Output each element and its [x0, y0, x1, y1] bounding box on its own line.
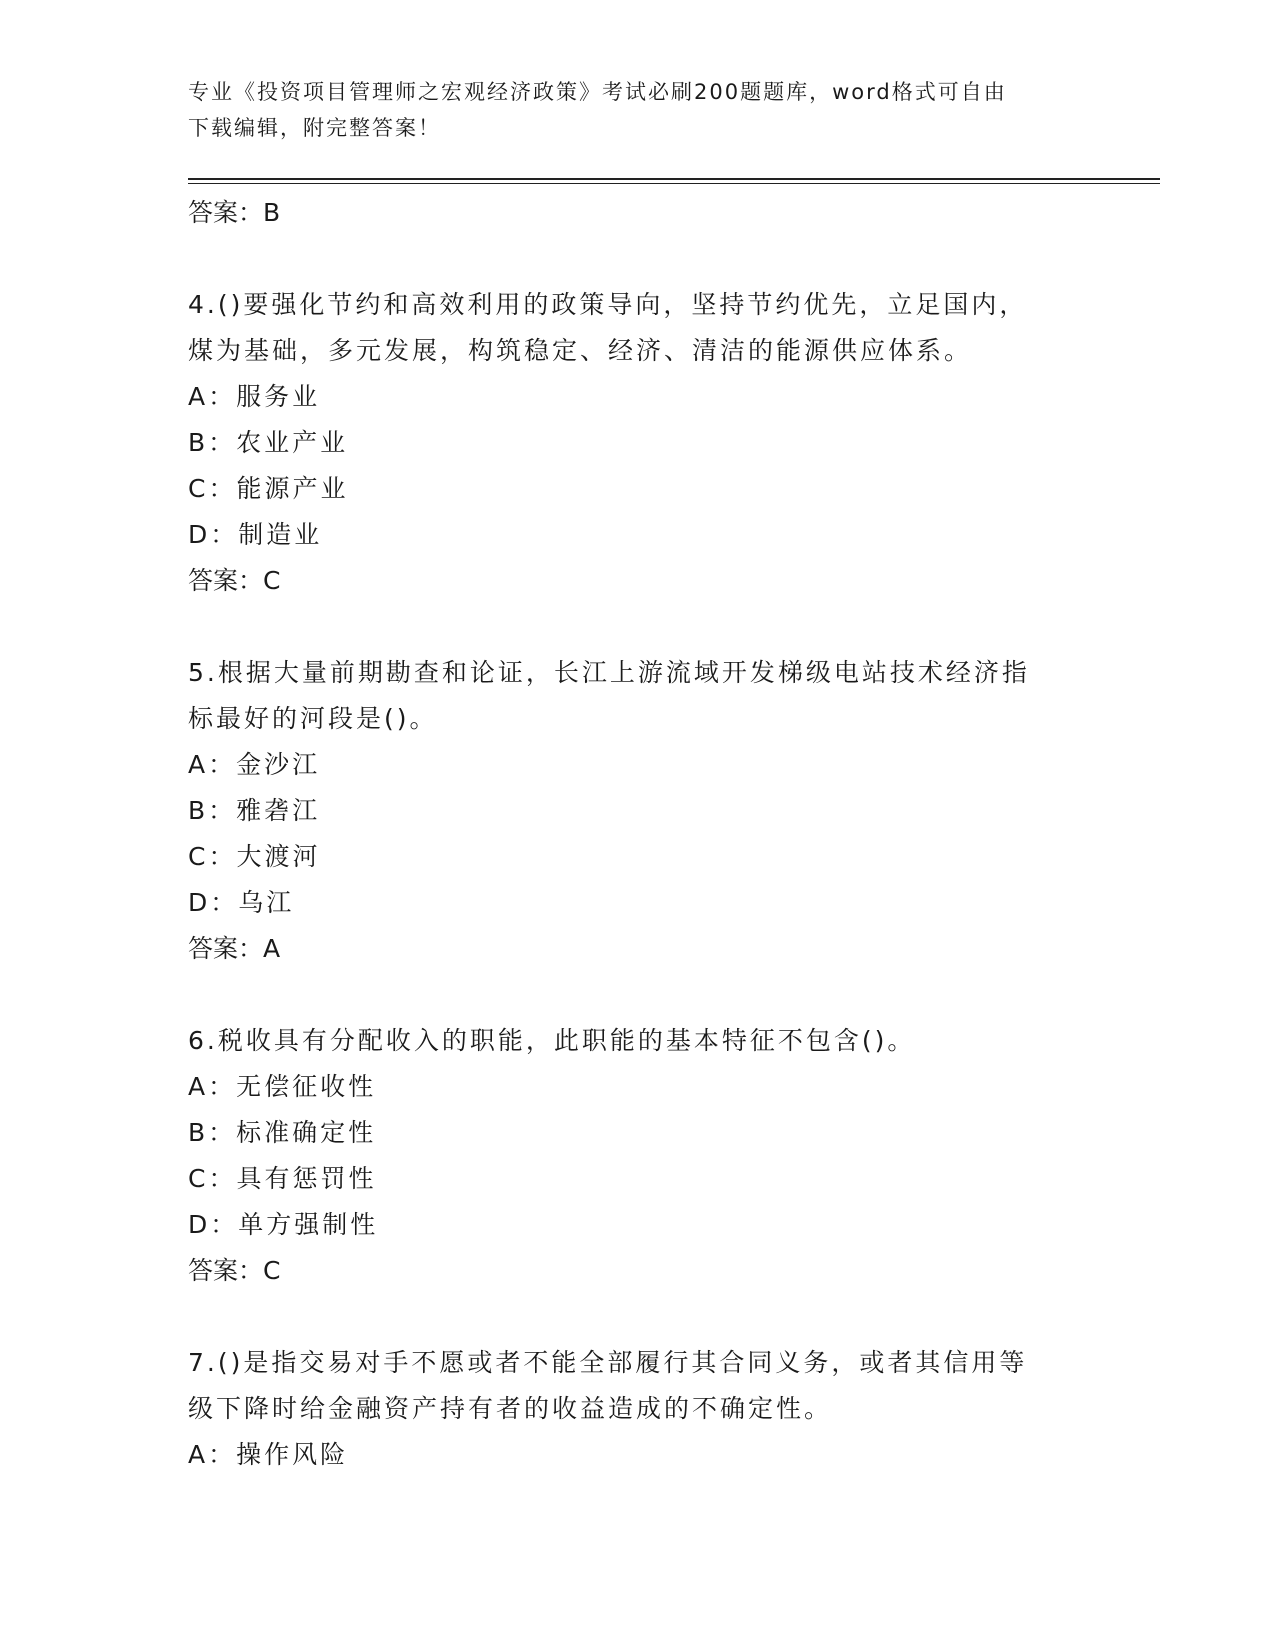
answer-line: 答案：A: [188, 934, 281, 963]
question-text: 煤为基础，多元发展，构筑稳定、经济、清洁的能源供应体系。: [188, 336, 973, 365]
option-b: B：农业产业: [188, 428, 349, 457]
question-text: 7.()是指交易对手不愿或者不能全部履行其合同义务，或者其信用等: [188, 1348, 1028, 1377]
option-d: D：制造业: [188, 520, 323, 549]
option-c: C：具有惩罚性: [188, 1164, 377, 1193]
option-b: B：雅砻江: [188, 796, 321, 825]
question-text: 6.税收具有分配收入的职能，此职能的基本特征不包含()。: [188, 1026, 916, 1055]
question-text: 标最好的河段是()。: [188, 704, 438, 733]
question-block: [188, 650, 1078, 972]
option-c: C：能源产业: [188, 474, 349, 503]
header-line-1: 专业《投资项目管理师之宏观经济政策》考试必刷200题题库，word格式可自由: [188, 80, 1007, 104]
header-line-2: 下载编辑，附完整答案！: [188, 116, 441, 140]
answer-line: 答案：C: [188, 566, 281, 595]
answer-line: 答案：C: [188, 1256, 281, 1285]
question-block: [188, 1018, 1078, 1294]
header-divider: [188, 178, 1160, 184]
option-a: A：无偿征收性: [188, 1072, 377, 1101]
option-a: A：操作风险: [188, 1440, 349, 1469]
option-a: A：服务业: [188, 382, 321, 411]
document-header: [188, 74, 1078, 146]
question-block: [188, 1340, 1078, 1478]
option-d: D：乌江: [188, 888, 295, 917]
option-a: A：金沙江: [188, 750, 321, 779]
question-text: 级下降时给金融资产持有者的收益造成的不确定性。: [188, 1394, 833, 1423]
option-d: D：单方强制性: [188, 1210, 379, 1239]
divider-thin: [188, 183, 1160, 184]
question-text: 4.()要强化节约和高效利用的政策导向，坚持节约优先，立足国内，: [188, 290, 1028, 319]
option-b: B：标准确定性: [188, 1118, 377, 1147]
option-c: C：大渡河: [188, 842, 321, 871]
question-list: [188, 190, 1078, 1478]
question-text: 5.根据大量前期勘查和论证，长江上游流域开发梯级电站技术经济指: [188, 658, 1030, 687]
divider-thick: [188, 178, 1160, 180]
question-block: [188, 282, 1078, 604]
answer-line: 答案：B: [188, 198, 281, 227]
